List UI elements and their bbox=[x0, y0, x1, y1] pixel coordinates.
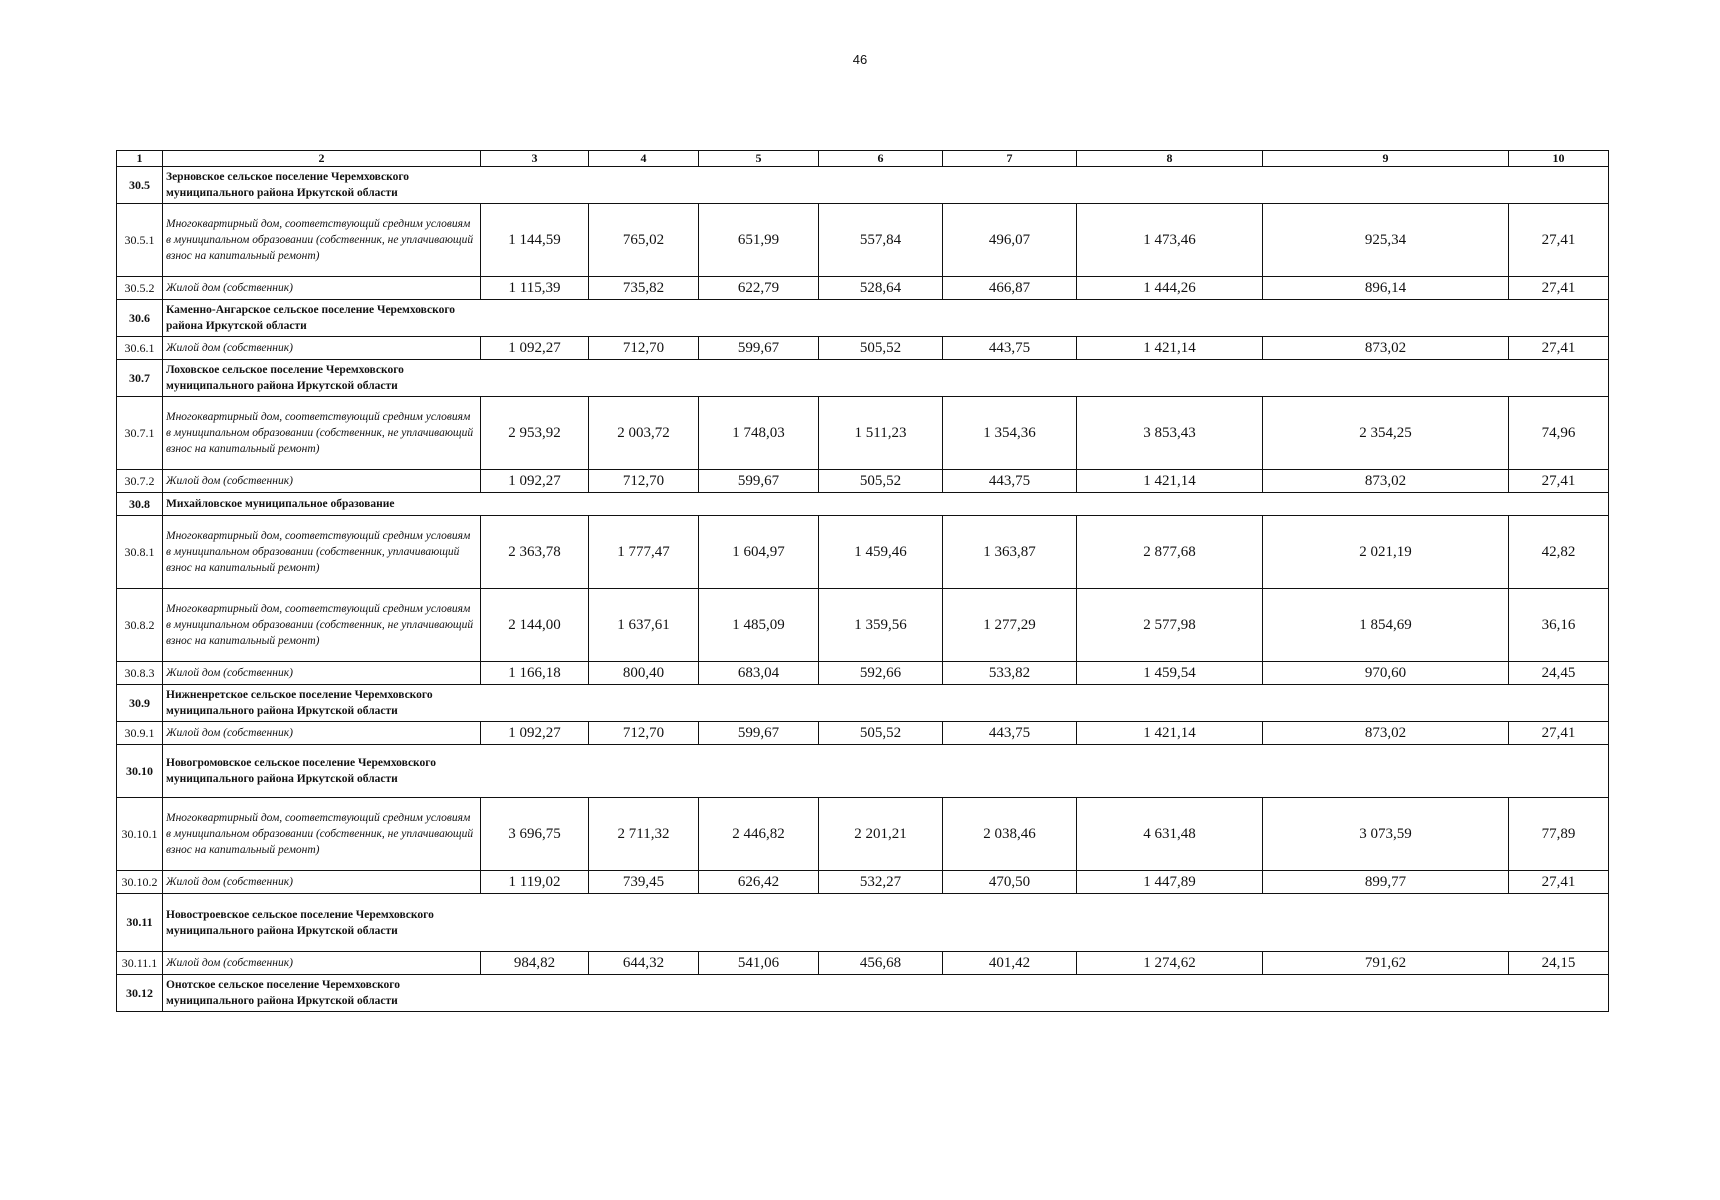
value-cell: 1 144,59 bbox=[481, 204, 589, 277]
row-code: 30.5.2 bbox=[117, 277, 163, 300]
table-row bbox=[117, 397, 1609, 470]
column-header: 6 bbox=[819, 151, 943, 167]
section-code: 30.12 bbox=[117, 975, 163, 1012]
value-cell: 644,32 bbox=[589, 952, 699, 975]
value-cell: 873,02 bbox=[1263, 337, 1509, 360]
value-cell: 1 119,02 bbox=[481, 871, 589, 894]
row-description: Жилой дом (собственник) bbox=[163, 277, 481, 300]
value-cell: 1 363,87 bbox=[943, 516, 1077, 589]
column-header: 2 bbox=[163, 151, 481, 167]
value-cell: 712,70 bbox=[589, 722, 699, 745]
table-body bbox=[117, 167, 1609, 1012]
section-code: 30.8 bbox=[117, 493, 163, 516]
value-cell: 3 696,75 bbox=[481, 798, 589, 871]
value-cell: 27,41 bbox=[1509, 337, 1609, 360]
value-cell: 443,75 bbox=[943, 337, 1077, 360]
section-name bbox=[163, 493, 1609, 516]
row-description: Жилой дом (собственник) bbox=[163, 952, 481, 975]
value-cell: 2 201,21 bbox=[819, 798, 943, 871]
value-cell: 651,99 bbox=[699, 204, 819, 277]
value-cell: 42,82 bbox=[1509, 516, 1609, 589]
column-header: 9 bbox=[1263, 151, 1509, 167]
section-name bbox=[163, 745, 1609, 798]
value-cell: 505,52 bbox=[819, 470, 943, 493]
row-description: Жилой дом (собственник) bbox=[163, 871, 481, 894]
value-cell: 896,14 bbox=[1263, 277, 1509, 300]
value-cell: 2 363,78 bbox=[481, 516, 589, 589]
row-description: Многоквартирный дом, соответствующий средним условиям в муниципальном образовании (собственник, не уплачивающий взнос на капитальный ремонт) bbox=[163, 589, 481, 662]
value-cell: 3 853,43 bbox=[1077, 397, 1263, 470]
value-cell: 24,45 bbox=[1509, 662, 1609, 685]
value-cell: 27,41 bbox=[1509, 722, 1609, 745]
section-name bbox=[163, 300, 1609, 337]
value-cell: 1 444,26 bbox=[1077, 277, 1263, 300]
value-cell: 2 354,25 bbox=[1263, 397, 1509, 470]
value-cell: 4 631,48 bbox=[1077, 798, 1263, 871]
table-row bbox=[117, 952, 1609, 975]
value-cell: 1 092,27 bbox=[481, 722, 589, 745]
section-code: 30.11 bbox=[117, 894, 163, 952]
value-cell: 74,96 bbox=[1509, 397, 1609, 470]
value-cell: 24,15 bbox=[1509, 952, 1609, 975]
value-cell: 36,16 bbox=[1509, 589, 1609, 662]
value-cell: 496,07 bbox=[943, 204, 1077, 277]
value-cell: 27,41 bbox=[1509, 871, 1609, 894]
value-cell: 626,42 bbox=[699, 871, 819, 894]
table-row bbox=[117, 589, 1609, 662]
section-name-text: Зерновское сельское поселение Черемховского муниципального района Иркутской области bbox=[166, 171, 410, 199]
section-row bbox=[117, 745, 1609, 798]
table-row bbox=[117, 277, 1609, 300]
section-name-text: Нижненретское сельское поселение Черемховского муниципального района Иркутской области bbox=[166, 689, 433, 717]
value-cell: 1 447,89 bbox=[1077, 871, 1263, 894]
section-name-text: Каменно-Ангарское сельское поселение Черемховского района Иркутской области bbox=[166, 304, 456, 332]
section-name bbox=[163, 167, 1609, 204]
section-row bbox=[117, 300, 1609, 337]
column-header: 5 bbox=[699, 151, 819, 167]
value-cell: 683,04 bbox=[699, 662, 819, 685]
section-name-text: Новостроевское сельское поселение Черемховского муниципального района Иркутской области bbox=[166, 908, 434, 937]
value-cell: 456,68 bbox=[819, 952, 943, 975]
value-cell: 541,06 bbox=[699, 952, 819, 975]
value-cell: 1 421,14 bbox=[1077, 337, 1263, 360]
section-name-text: Михайловское муниципальное образование bbox=[166, 498, 395, 510]
row-description: Жилой дом (собственник) bbox=[163, 337, 481, 360]
column-header: 4 bbox=[589, 151, 699, 167]
value-cell: 27,41 bbox=[1509, 470, 1609, 493]
value-cell: 557,84 bbox=[819, 204, 943, 277]
section-name-text: Новогромовское сельское поселение Черемховского муниципального района Иркутской области bbox=[166, 757, 436, 785]
value-cell: 712,70 bbox=[589, 470, 699, 493]
value-cell: 899,77 bbox=[1263, 871, 1509, 894]
row-description: Многоквартирный дом, соответствующий средним условиям в муниципальном образовании (собственник, уплачивающий взнос на капитальный ремонт) bbox=[163, 516, 481, 589]
section-name bbox=[163, 360, 1609, 397]
section-row bbox=[117, 975, 1609, 1012]
value-cell: 735,82 bbox=[589, 277, 699, 300]
value-cell: 2 711,32 bbox=[589, 798, 699, 871]
value-cell: 1 166,18 bbox=[481, 662, 589, 685]
value-cell: 1 274,62 bbox=[1077, 952, 1263, 975]
row-description: Многоквартирный дом, соответствующий средним условиям в муниципальном образовании (собственник, не уплачивающий взнос на капитальный ремонт) bbox=[163, 397, 481, 470]
tariff-table bbox=[116, 150, 1609, 1012]
row-code: 30.10.2 bbox=[117, 871, 163, 894]
row-code: 30.7.2 bbox=[117, 470, 163, 493]
value-cell: 532,27 bbox=[819, 871, 943, 894]
value-cell: 1 854,69 bbox=[1263, 589, 1509, 662]
section-row bbox=[117, 685, 1609, 722]
value-cell: 2 038,46 bbox=[943, 798, 1077, 871]
section-row bbox=[117, 894, 1609, 952]
column-header: 1 bbox=[117, 151, 163, 167]
column-header: 3 bbox=[481, 151, 589, 167]
section-name bbox=[163, 894, 1609, 952]
value-cell: 599,67 bbox=[699, 722, 819, 745]
value-cell: 1 459,46 bbox=[819, 516, 943, 589]
row-code: 30.8.2 bbox=[117, 589, 163, 662]
value-cell: 970,60 bbox=[1263, 662, 1509, 685]
value-cell: 505,52 bbox=[819, 722, 943, 745]
section-code: 30.6 bbox=[117, 300, 163, 337]
value-cell: 528,64 bbox=[819, 277, 943, 300]
value-cell: 1 421,14 bbox=[1077, 722, 1263, 745]
row-description: Многоквартирный дом, соответствующий средним условиям в муниципальном образовании (собственник, не уплачивающий взнос на капитальный ремонт) bbox=[163, 798, 481, 871]
value-cell: 2 877,68 bbox=[1077, 516, 1263, 589]
value-cell: 873,02 bbox=[1263, 722, 1509, 745]
row-description: Жилой дом (собственник) bbox=[163, 722, 481, 745]
value-cell: 1 277,29 bbox=[943, 589, 1077, 662]
row-description: Жилой дом (собственник) bbox=[163, 662, 481, 685]
table-row bbox=[117, 337, 1609, 360]
value-cell: 2 953,92 bbox=[481, 397, 589, 470]
row-description: Многоквартирный дом, соответствующий средним условиям в муниципальном образовании (собственник, не уплачивающий взнос на капитальный ремонт) bbox=[163, 204, 481, 277]
table-row bbox=[117, 722, 1609, 745]
section-row bbox=[117, 493, 1609, 516]
table-row bbox=[117, 470, 1609, 493]
column-header: 8 bbox=[1077, 151, 1263, 167]
row-code: 30.10.1 bbox=[117, 798, 163, 871]
column-header: 7 bbox=[943, 151, 1077, 167]
value-cell: 443,75 bbox=[943, 722, 1077, 745]
row-code: 30.11.1 bbox=[117, 952, 163, 975]
value-cell: 1 092,27 bbox=[481, 470, 589, 493]
value-cell: 599,67 bbox=[699, 337, 819, 360]
table-row bbox=[117, 516, 1609, 589]
value-cell: 1 604,97 bbox=[699, 516, 819, 589]
value-cell: 27,41 bbox=[1509, 204, 1609, 277]
value-cell: 505,52 bbox=[819, 337, 943, 360]
value-cell: 1 511,23 bbox=[819, 397, 943, 470]
row-code: 30.7.1 bbox=[117, 397, 163, 470]
value-cell: 1 359,56 bbox=[819, 589, 943, 662]
row-code: 30.5.1 bbox=[117, 204, 163, 277]
page-number: 46 bbox=[852, 52, 868, 67]
value-cell: 1 637,61 bbox=[589, 589, 699, 662]
section-code: 30.5 bbox=[117, 167, 163, 204]
value-cell: 77,89 bbox=[1509, 798, 1609, 871]
value-cell: 1 485,09 bbox=[699, 589, 819, 662]
value-cell: 27,41 bbox=[1509, 277, 1609, 300]
value-cell: 712,70 bbox=[589, 337, 699, 360]
value-cell: 2 446,82 bbox=[699, 798, 819, 871]
value-cell: 466,87 bbox=[943, 277, 1077, 300]
row-code: 30.6.1 bbox=[117, 337, 163, 360]
value-cell: 1 354,36 bbox=[943, 397, 1077, 470]
section-code: 30.10 bbox=[117, 745, 163, 798]
table-row bbox=[117, 204, 1609, 277]
row-description: Жилой дом (собственник) bbox=[163, 470, 481, 493]
column-header: 10 bbox=[1509, 151, 1609, 167]
value-cell: 533,82 bbox=[943, 662, 1077, 685]
value-cell: 599,67 bbox=[699, 470, 819, 493]
section-name bbox=[163, 685, 1609, 722]
value-cell: 2 144,00 bbox=[481, 589, 589, 662]
section-code: 30.7 bbox=[117, 360, 163, 397]
value-cell: 2 577,98 bbox=[1077, 589, 1263, 662]
value-cell: 622,79 bbox=[699, 277, 819, 300]
section-name-text: Онотское сельское поселение Черемховского муниципального района Иркутской области bbox=[166, 979, 400, 1007]
value-cell: 739,45 bbox=[589, 871, 699, 894]
table-row bbox=[117, 871, 1609, 894]
value-cell: 401,42 bbox=[943, 952, 1077, 975]
value-cell: 1 092,27 bbox=[481, 337, 589, 360]
value-cell: 1 115,39 bbox=[481, 277, 589, 300]
value-cell: 1 421,14 bbox=[1077, 470, 1263, 493]
table-row bbox=[117, 662, 1609, 685]
value-cell: 2 021,19 bbox=[1263, 516, 1509, 589]
table-row bbox=[117, 798, 1609, 871]
value-cell: 1 777,47 bbox=[589, 516, 699, 589]
section-row bbox=[117, 360, 1609, 397]
value-cell: 873,02 bbox=[1263, 470, 1509, 493]
section-row bbox=[117, 167, 1609, 204]
value-cell: 984,82 bbox=[481, 952, 589, 975]
table-header-row bbox=[117, 151, 1609, 167]
row-code: 30.9.1 bbox=[117, 722, 163, 745]
value-cell: 791,62 bbox=[1263, 952, 1509, 975]
value-cell: 470,50 bbox=[943, 871, 1077, 894]
value-cell: 3 073,59 bbox=[1263, 798, 1509, 871]
value-cell: 800,40 bbox=[589, 662, 699, 685]
section-name bbox=[163, 975, 1609, 1012]
value-cell: 765,02 bbox=[589, 204, 699, 277]
row-code: 30.8.3 bbox=[117, 662, 163, 685]
value-cell: 1 473,46 bbox=[1077, 204, 1263, 277]
value-cell: 592,66 bbox=[819, 662, 943, 685]
row-code: 30.8.1 bbox=[117, 516, 163, 589]
section-name-text: Лоховское сельское поселение Черемховского муниципального района Иркутской области bbox=[166, 364, 404, 392]
value-cell: 443,75 bbox=[943, 470, 1077, 493]
value-cell: 2 003,72 bbox=[589, 397, 699, 470]
section-code: 30.9 bbox=[117, 685, 163, 722]
value-cell: 925,34 bbox=[1263, 204, 1509, 277]
value-cell: 1 748,03 bbox=[699, 397, 819, 470]
value-cell: 1 459,54 bbox=[1077, 662, 1263, 685]
